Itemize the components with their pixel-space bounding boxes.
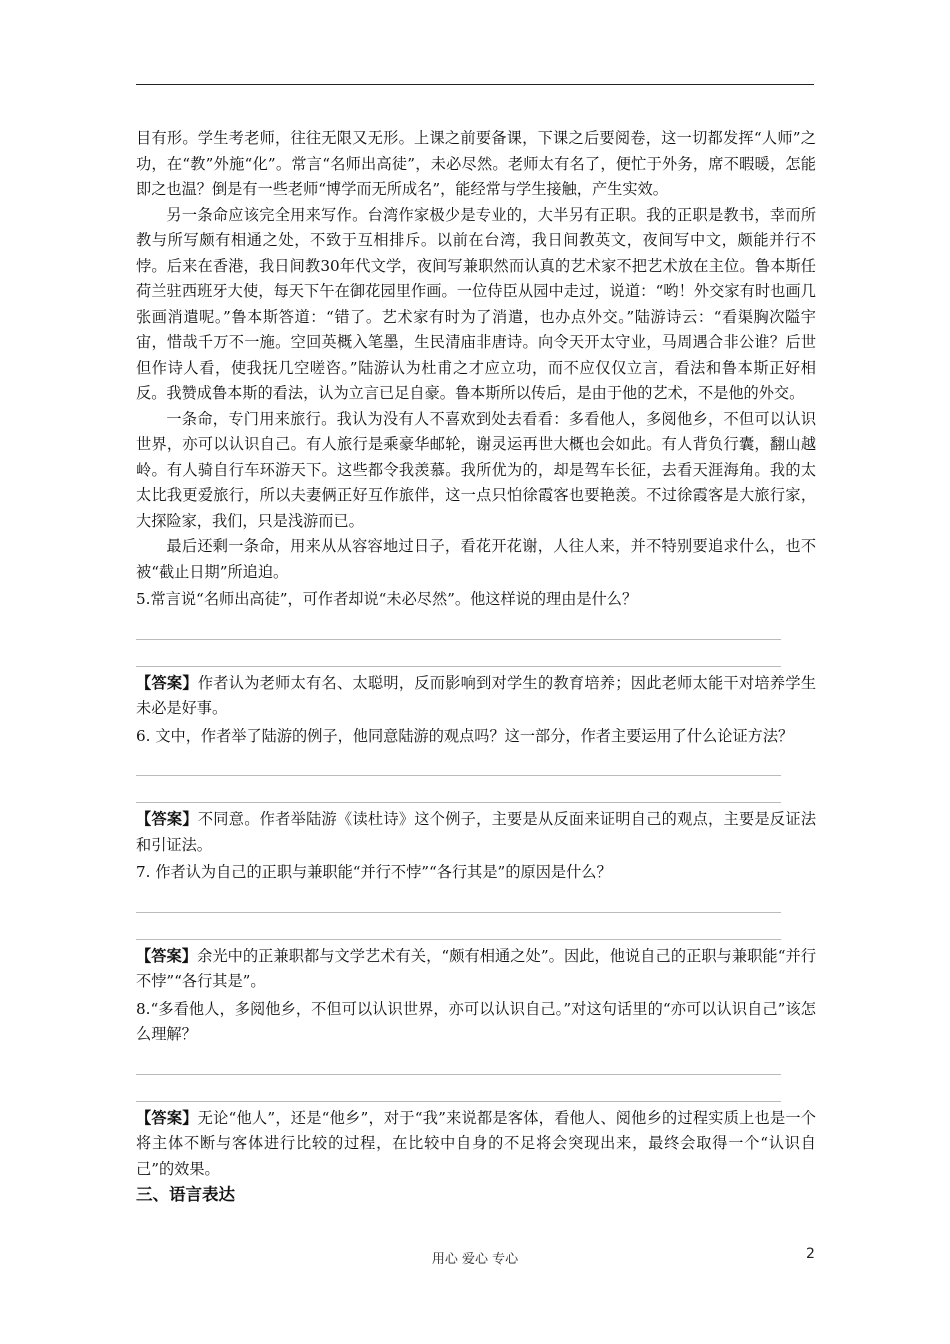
page-number: 2	[806, 1246, 815, 1262]
answer-line[interactable]	[136, 640, 781, 667]
answer-text: 余光中的正兼职都与文学艺术有关，“颇有相通之处”。因此，他说自己的正职与兼职能“并行不悖”“各行其是”。	[136, 946, 817, 990]
question-8: 8.“多看他人，多阅他乡，不但可以认识世界，亦可以认识自己。”对这句话里的“亦可以认识自己”该怎么理解？	[136, 999, 816, 1043]
paragraph-2: 另一条命应该完全用来写作。台湾作家极少是专业的，大半另有正职。我的正职是教书，幸而所教与所写颇有相通之处，不致于互相排斥。以前在台湾，我日间教英文，夜间写中文，颇能并行不悖。后来在香港，我日间教30年代文学，夜间写兼职然而认真的艺术家不把艺术放在主位。鲁本斯任荷兰驻西班牙大使，每天下午在御花园里作画。一位侍臣从园中走过，说道：“哟！外交家有时也画几张画消遣呢。”鲁本斯答道：“错了。艺术家有时为了消遣，也办点外交。”陆游诗云：“看渠胸次隘宇宙，惜哉千万不一施。空回英概入笔墨，生民清庙非唐诗。向令天开太守业，马周遇合非公谁？后世但作诗人看，使我抚几空嗟咨。”陆游认为杜甫之才应立功，而不应仅仅立言，看法和鲁本斯正好相反。我赞成鲁本斯的看法，认为立言已足自豪。鲁本斯所以传后，是由于他的艺术，不是他的外交。	[136, 205, 816, 402]
section-heading: 三、语言表达	[136, 1185, 235, 1204]
answer-line[interactable]	[136, 886, 781, 913]
paragraph-1: 目有形。学生考老师，往往无限又无形。上课之前要备课，下课之后要阅卷，这一切都发挥“人师”之功，在“教”外施“化”。常言“名师出高徒”，未必尽然。老师太有名了，便忙于外务，席不暇暖，怎能即之也温？倒是有一些老师“博学而无所成名”，能经常与学生接触，产生实效。	[136, 129, 816, 198]
answer-5	[136, 671, 816, 722]
question-7: 7. 作者认为自己的正职与兼职能“并行不悖”“各行其是”的原因是什么？	[136, 863, 612, 881]
answer-7	[136, 944, 816, 995]
question-6: 6. 文中，作者举了陆游的例子，他同意陆游的观点吗？这一部分，作者主要运用了什么论证方法？	[136, 726, 794, 745]
answer-text: 不同意。作者举陆游《读杜诗》这个例子，主要是从反面来证明自己的观点，主要是反证法和引证法。	[136, 810, 817, 854]
answer-tag: 【答案】	[136, 810, 198, 828]
header-rule	[136, 84, 814, 85]
answer-tag: 【答案】	[136, 946, 198, 965]
question-5: 5.常言说“名师出高徒”，可作者却说“未必尽然”。他这样说的理由是什么？	[136, 590, 638, 608]
answer-text: 无论“他人”，还是“他乡”，对于“我”来说都是客体，看他人、阅他乡的过程实质上也是一个将主体不断与客体进行比较的过程，在比较中自身的不足将会突现出来，最终会取得一个“认识自己”的效果。	[136, 1108, 816, 1178]
answer-text: 作者认为老师太有名、太聪明，反而影响到对学生的教育培养；因此老师太能干对培养学生未必是好事。	[136, 673, 817, 717]
answer-line[interactable]	[136, 749, 781, 776]
page-footer: 用心 爱心 专心	[431, 1252, 519, 1267]
answer-line[interactable]	[136, 913, 781, 940]
answer-line[interactable]	[136, 776, 781, 803]
answer-6	[136, 807, 816, 858]
document-body	[136, 126, 816, 1208]
answer-8	[136, 1106, 816, 1183]
answer-line[interactable]	[136, 613, 781, 640]
paragraph-3: 一条命，专门用来旅行。我认为没有人不喜欢到处去看看：多看他人，多阅他乡，不但可以认识世界，亦可以认识自己。有人旅行是乘豪华邮轮，谢灵运再世大概也会如此。有人背负行囊，翻山越岭。有人骑自行车环游天下。这些都令我羡慕。我所优为的，却是驾车长征，去看天涯海角。我的太太比我更爱旅行，所以夫妻俩正好互作旅伴，这一点只怕徐霞客也要艳羡。不过徐霞客是大旅行家，大探险家，我们，只是浅游而已。	[136, 409, 816, 530]
answer-tag: 【答案】	[136, 1108, 198, 1127]
answer-line[interactable]	[136, 1075, 781, 1102]
answer-line[interactable]	[136, 1048, 781, 1075]
paragraph-4: 最后还剩一条命，用来从从容容地过日子，看花开花谢，人往人来，并不特别要追求什么，也不被“截止日期”所追迫。	[136, 537, 816, 581]
answer-tag: 【答案】	[136, 673, 198, 692]
